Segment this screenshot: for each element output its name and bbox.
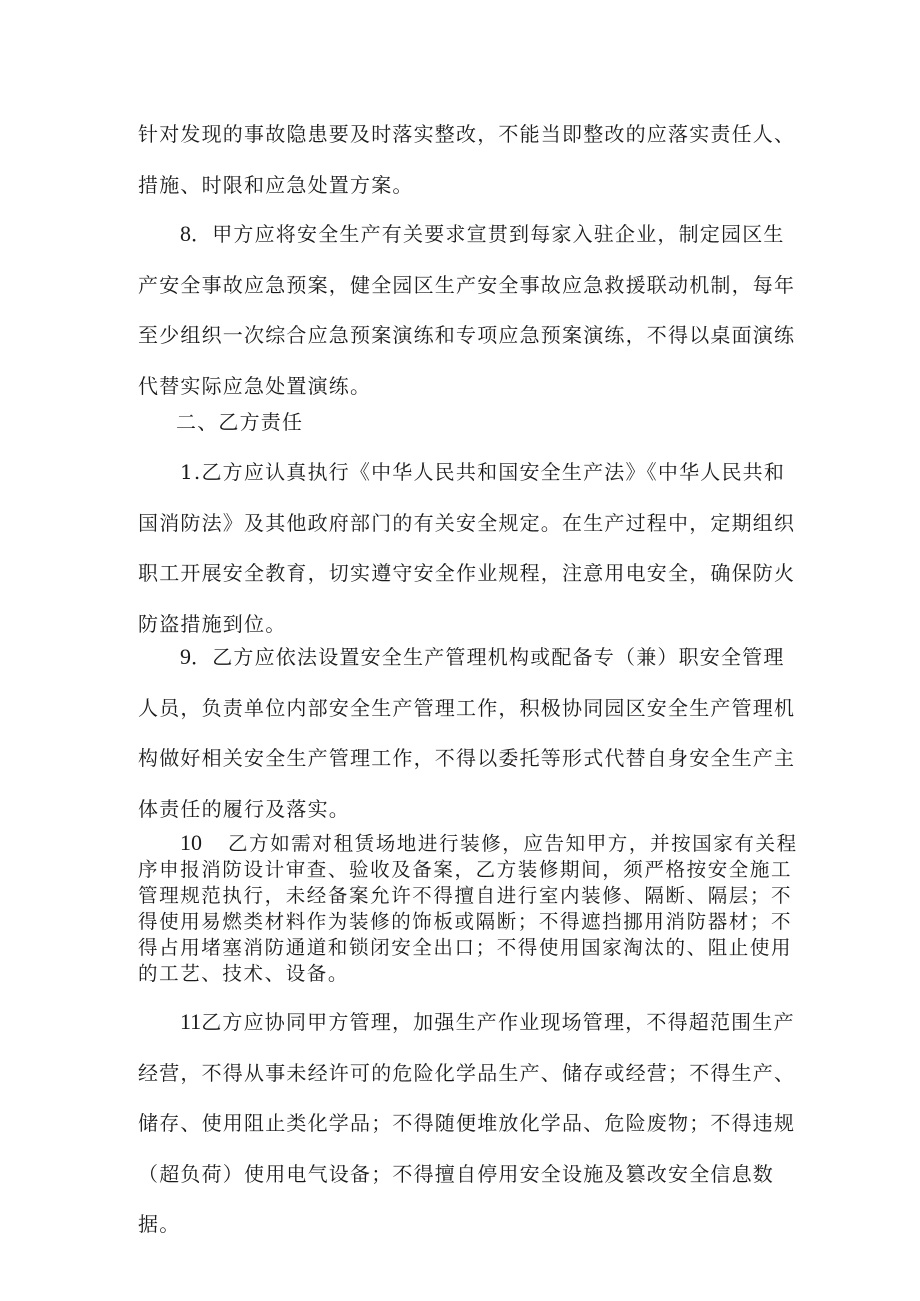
section-heading: 二、乙方责任: [176, 410, 304, 434]
paragraph-text: 乙方应协同甲方管理，加强生产作业现场管理，不得超范围生产经营，不得从事未经许可的危险化学品生产、储存或经营；不得生产、储存、使用阻止类化学品；不得随便堆放化学品、危险废物；不得违规（超负荷）使用电气设备；不得擅自停用安全设施及篡改安全信息数据。: [138, 1010, 796, 1236]
paragraph-text: 针对发现的事故隐患要及时落实整改，不能当即整改的应落实责任人、措施、时限和应急处置方案。: [138, 122, 796, 197]
paragraph-11: [138, 997, 798, 1250]
paragraph-text: 乙方如需对租赁场地进行装修，应告知甲方，并按国家有关程序申报消防设计审查、验收及备案，乙方装修期间，须严格按安全施工管理规范执行，未经备案允许不得擅自进行室内装修、隔断、隔层；不得使用易燃类材料作为装修的饰板或隔断；不得遮挡挪用消防器材；不得占用堵塞消防通道和锁闭安全出口；不得使用国家淘汰的、阻止使用的工艺、技术、设备。: [138, 832, 798, 985]
paragraph-8: [138, 209, 798, 411]
paragraph-number: 10: [180, 830, 202, 855]
paragraph-9: [138, 632, 798, 834]
paragraph-text: 1.乙方应认真执行《中华人民共和国安全生产法》《中华人民共和国消防法》及其他政府部门的有关安全规定。在生产过程中，定期组织职工开展安全教育，切实遵守安全作业规程，注意用电安全，确保防火防盗措施到位。: [138, 460, 796, 636]
paragraph-number: 9: [180, 644, 191, 669]
paragraph-number: 11: [180, 1009, 202, 1034]
paragraph-continuation: [138, 109, 798, 210]
paragraph-text: ．乙方应依法设置安全生产管理机构或配备专（兼）职安全管理人员，负责单位内部安全生产管理工作，积极协同园区安全生产管理机构做好相关安全生产管理工作，不得以委托等形式代替自身安全生产主体责任的履行及落实。: [138, 645, 796, 821]
paragraph-10: [138, 830, 798, 987]
paragraph-number: 8: [180, 221, 191, 246]
paragraph-text: ．甲方应将安全生产有关要求宣贯到每家入驻企业，制定园区生产安全事故应急预案，健全园区生产安全事故应急救援联动机制，每年至少组织一次综合应急预案演练和专项应急预案演练，不得以桌面演练代替实际应急处置演练。: [138, 222, 796, 398]
paragraph-1: [138, 447, 798, 649]
